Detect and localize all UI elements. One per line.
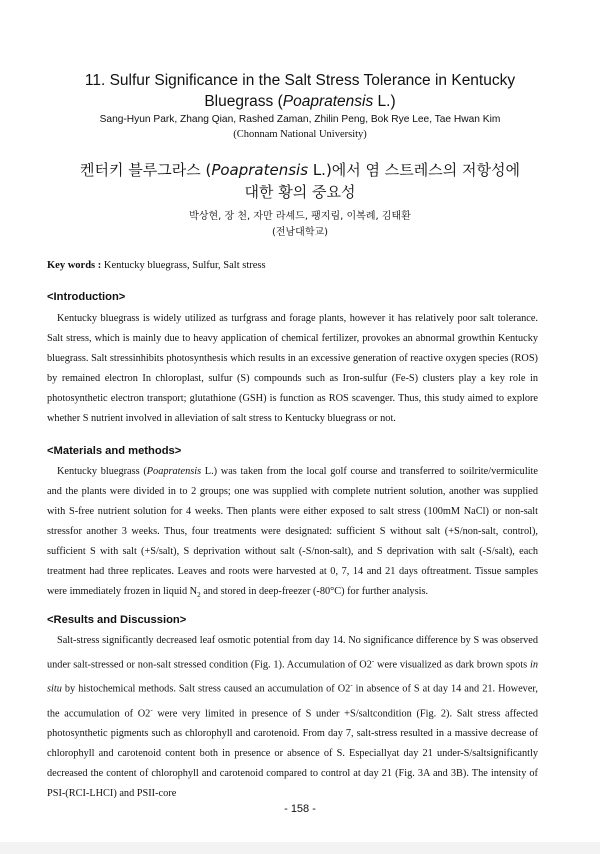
superoxide-superscript: - <box>150 705 153 714</box>
scan-bottom-edge <box>0 842 600 854</box>
in-situ-italic: in situ <box>47 659 538 695</box>
results-text-5: were very limited in presence of S under +S/saltcondition (Fig. 2). Salt stress affected photosynthetic pigments such as chlorophyll and carotenoid. From day 7, salt-stress resulted in a massive decrease of chlorophyll and carotenoid content both in presence or absence of S. Especiallyat day 21 under-S/saltsignificantly decreased the content of chlorophyll and carotenoid compared to control at day 21 (Fig. 3A and 3B). The intensity of PSI-(RCI-LHCI) and PSII-core <box>47 708 539 800</box>
methods-text-middle: L.) was taken from the local golf course and transferred to soilrite/vermiculite and the plants were divided in to 2 groups; one was supplied with complete nutrient solution, another was supplied with S-free nutrient solution for 4 weeks. Then plants were either exposed to salt stress (100mM NaCl) or non-salt stressfor another 3 weeks. Thus, four treatments were designated: sufficient S without salt (+S/non-salt, control), sufficient S with salt (+S/salt), S deprivation without salt (-S/non-salt), and S deprivation with salt (-S/salt), each treatment had three replicates. Leaves and roots were harvested at 0, 7, 14 and 21 days oftreatment. Tissue samples were immediately frozen in liquid N <box>47 466 538 597</box>
title-ko-line1-suffix: L.)에서 염 스트레스의 저항성에 <box>308 161 520 179</box>
species-name-italic: Poapratensis <box>282 93 374 110</box>
page-number: - 158 - <box>284 803 316 815</box>
species-name-italic-ko: Poapratensis <box>211 161 309 179</box>
methods-text-suffix: and stored in deep-freezer (-80°C) for further analysis. <box>200 586 429 597</box>
superoxide-superscript: - <box>350 681 353 690</box>
title-ko-line1 <box>40 159 560 181</box>
keywords-label: Key words : <box>47 260 102 271</box>
title-en-line1: 11. Sulfur Significance in the Salt Stress Tolerance in Kentucky <box>84 72 516 89</box>
authors-english: Sang-Hyun Park, Zhang Qian, Rashed Zaman, Zhilin Peng, Bok Rye Lee, Tae Hwan Kim <box>99 114 501 125</box>
affiliation-english: (Chonnam National University) <box>233 129 367 140</box>
authors-korean: 박상현, 장 천, 자만 라셰드, 팽지림, 이복례, 김태환 <box>189 211 411 222</box>
results-text-3: by histochemical methods. Salt stress caused an accumulation of O2 <box>61 683 351 695</box>
results-paragraph <box>47 631 538 804</box>
methods-species-italic: Poapratensis <box>146 466 202 477</box>
paper-title-english <box>40 70 560 112</box>
superoxide-superscript: - <box>371 657 375 665</box>
section-heading-methods: <Materials and methods> <box>47 445 182 457</box>
title-ko-line2: 대한 황의 중요성 <box>244 183 356 201</box>
results-text-2: were visualized as dark brown spots <box>374 659 530 671</box>
nitrogen-subscript: 2 <box>197 591 201 600</box>
introduction-paragraph: Kentucky bluegrass is widely utilized as turfgrass and forage plants, however it has relatively poor salt tolerance. Salt stress, which is mainly due to heavy application of chemical fertilizer, provokes an abnormal growthin Kentucky bluegrass. Salt stressinhibits photosynthesis which results in an excessive generation of reactive oxygen species (ROS) by remained electron In chloroplast, sulfur (S) compounds such as Iron-sulfur (Fe-S) clusters play a key role in photosynthetic electron transport; glutathione (GSH) is function as ROS scavenger. Thus, this study aimed to explore whether S nutrient involved in alleviation of salt stress to Kentucky bluegrass or not. <box>47 313 538 424</box>
affiliation-korean: (전남대학교) <box>271 227 329 238</box>
title-en-line2 <box>40 91 560 112</box>
keywords <box>47 260 266 271</box>
section-heading-introduction: <Introduction> <box>47 291 126 303</box>
section-heading-results: <Results and Discussion> <box>47 614 187 626</box>
title-en-line2-prefix: Bluegrass ( <box>204 93 283 110</box>
methods-paragraph <box>47 462 538 605</box>
results-text-4: in absence of S at day 14 and 21. However, the accumulation of O2 <box>47 683 538 720</box>
paper-title-korean <box>40 159 560 203</box>
title-en-line2-suffix: L.) <box>373 93 396 110</box>
title-ko-line1-prefix: 켄터키 블루그라스 ( <box>80 161 212 179</box>
results-text-1: Salt-stress significantly decreased leaf osmotic potential from day 14. No significance difference by S was observed under salt-stressed or non-salt stressed condition (Fig. 1). Accumulation of O2 <box>47 635 538 671</box>
methods-text-prefix: Kentucky bluegrass ( <box>57 466 147 477</box>
keywords-text: Kentucky bluegrass, Sulfur, Salt stress <box>101 260 266 271</box>
